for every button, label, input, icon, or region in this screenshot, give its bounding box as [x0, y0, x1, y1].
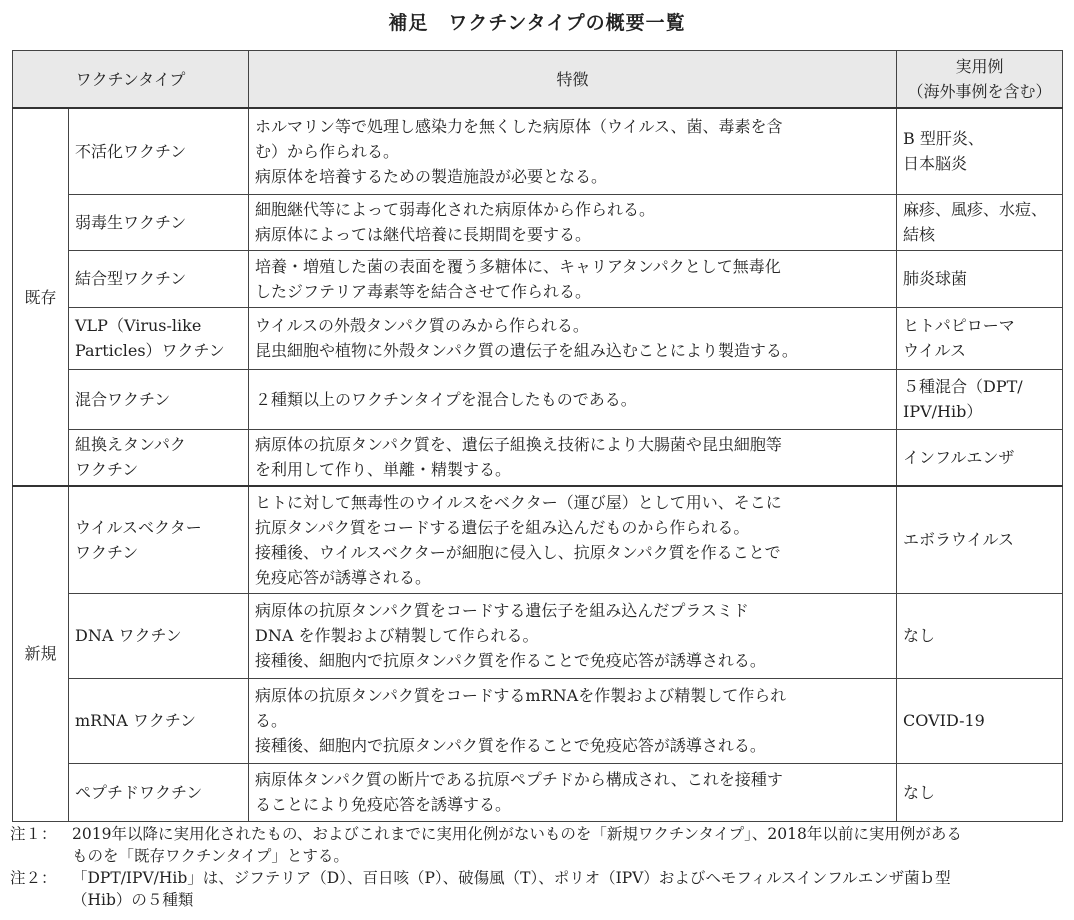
category-existing: 既存 [13, 108, 69, 486]
cell-line: mRNA ワクチン [75, 711, 197, 730]
cell-line: 混合ワクチン [75, 389, 171, 409]
note-text [72, 823, 962, 867]
features-cell [249, 593, 897, 678]
cell-line: ウイルスベクター [75, 517, 202, 537]
examples-cell [897, 194, 1063, 250]
note-text [72, 867, 951, 911]
cell-line: VLP（Virus-like [75, 316, 202, 335]
cell-line: 病原体を培養するための製造施設が必要となる。 [255, 166, 608, 186]
cell-line: ることにより免疫応答を誘導する。 [255, 795, 512, 814]
cell-line: 弱毒生ワクチン [75, 212, 187, 232]
examples-cell [897, 369, 1063, 429]
cell-line: 病原体の抗原タンパク質をコードするmRNAを作製および精製して作られ [255, 686, 787, 705]
features-cell [249, 108, 897, 194]
cell-line: 培養・増殖した菌の表面を覆う多糖体に、キャリアタンパクとして無毒化 [255, 256, 781, 276]
cell-line: なし [903, 782, 936, 802]
features-cell [249, 369, 897, 429]
cell-line: ものを「既存ワクチンタイプ」とする。 [72, 847, 349, 865]
examples-cell [897, 108, 1063, 194]
cell-line: 病原体の抗原タンパク質をコードする遺伝子を組み込んだプラスミド [255, 601, 749, 620]
cell-line: を利用して作り、単離・精製する。 [255, 460, 512, 480]
table-row [13, 593, 1063, 678]
category-new: 新規 [13, 486, 69, 821]
features-cell [249, 429, 897, 486]
cell-line: 不活化ワクチン [75, 141, 187, 161]
header-examples [897, 51, 1063, 109]
header-features: 特徴 [249, 51, 897, 109]
table-row [13, 429, 1063, 486]
note-label: 注２： [10, 869, 57, 887]
cell-line: 「DPT/IPV/Hib」は、ジフテリア（D）、百日咳（P）、破傷風（T）、ポリオ（IPV）およびヘモフィルスインフルエンザ菌ｂ型 [72, 869, 951, 887]
cell-line: 麻疹、風疹、水痘、 [903, 200, 1048, 219]
header-examples-line: （海外事例を含む） [907, 82, 1052, 101]
cell-line: IPV/Hib） [903, 402, 983, 421]
cell-line: 細胞継代等によって弱毒化された病原体から作られる。 [255, 200, 656, 219]
cell-line: 結核 [903, 225, 936, 244]
table-row [13, 307, 1063, 369]
cell-line: ホルマリン等で処理し感染力を無くした病原体（ウイルス、菌、毒素を含 [255, 116, 783, 136]
header-row [13, 51, 1063, 109]
note [10, 823, 1070, 867]
cell-line: 2019年以降に実用化されたもの、およびこれまでに実用化例がないものを「新規ワクチンタイプ」、2018年以前に実用例がある [72, 825, 962, 843]
vaccine-name-cell [69, 486, 249, 593]
cell-line: ５種混合（DPT/ [903, 377, 1023, 396]
vaccine-name-cell [69, 307, 249, 369]
table-row [13, 369, 1063, 429]
table-row [13, 108, 1063, 194]
cell-line: Particles）ワクチン [75, 341, 225, 360]
header-examples-line: 実用例 [955, 57, 1004, 76]
cell-line: DNA を作製および精製して作られる。 [255, 626, 539, 645]
header-vaccine-type: ワクチンタイプ [13, 51, 249, 109]
cell-line: 接種後、ウイルスベクターが細胞に侵入し、抗原タンパク質を作ることで [255, 542, 781, 562]
cell-line: 肺炎球菌 [903, 269, 968, 288]
cell-line: ２種類以上のワクチンタイプを混合したものである。 [255, 389, 637, 409]
vaccine-name-cell [69, 429, 249, 486]
table-row [13, 763, 1063, 821]
cell-line: したジフテリア毒素等を結合させて作られる。 [255, 281, 592, 301]
features-cell [249, 678, 897, 763]
examples-cell [897, 250, 1063, 307]
examples-cell [897, 763, 1063, 821]
cell-line: ウイルスの外殻タンパク質のみから作られる。 [255, 316, 589, 335]
vaccine-name-cell [69, 194, 249, 250]
table-row [13, 678, 1063, 763]
vaccine-name-cell [69, 593, 249, 678]
vaccine-name-cell [69, 763, 249, 821]
cell-line: 日本脳炎 [903, 154, 968, 174]
cell-line: 昆虫細胞や植物に外殻タンパク質の遺伝子を組み込むことにより製造する。 [255, 341, 798, 360]
features-cell [249, 763, 897, 821]
cell-line: ペプチドワクチン [75, 782, 203, 802]
cell-line: （Hib）の５種類 [72, 891, 194, 909]
cell-line: DNA ワクチン [75, 626, 182, 645]
cell-line: ヒトに対して無毒性のウイルスをベクター（運び屋）として用い、そこに [255, 492, 782, 512]
document-title: 補足 ワクチンタイプの概要一覧 [388, 12, 686, 34]
vaccine-type-table [12, 50, 1063, 822]
examples-cell [897, 307, 1063, 369]
vaccine-name-cell [69, 108, 249, 194]
cell-line: ワクチン [75, 460, 139, 480]
cell-line: ウイルス [903, 341, 967, 360]
features-cell [249, 486, 897, 593]
cell-line: ワクチン [75, 542, 139, 562]
features-cell [249, 250, 897, 307]
features-cell [249, 194, 897, 250]
examples-cell [897, 429, 1063, 486]
cell-line: ヒトパピローマ [903, 316, 1015, 335]
cell-line: 病原体によっては継代培養に長期間を要する。 [255, 225, 592, 244]
cell-line: 病原体タンパク質の断片である抗原ペプチドから構成され、これを接種す [255, 770, 783, 789]
examples-cell [897, 593, 1063, 678]
cell-line: B 型肝炎、 [903, 129, 984, 149]
notes [10, 823, 1070, 911]
vaccine-name-cell [69, 369, 249, 429]
vaccine-name-cell [69, 678, 249, 763]
cell-line: 抗原タンパク質をコードする遺伝子を組み込んだものから作られる。 [255, 517, 750, 537]
note [10, 867, 1070, 911]
cell-line: インフルエンザ [903, 447, 1015, 467]
cell-line: なし [903, 626, 936, 645]
table-row [13, 250, 1063, 307]
cell-line: 病原体の抗原タンパク質を、遺伝子組換え技術により大腸菌や昆虫細胞等 [255, 435, 782, 455]
cell-line: 組換えタンパク [75, 435, 186, 455]
cell-line: エボラウイルス [903, 530, 1015, 550]
note-label: 注１： [10, 825, 57, 843]
table-row [13, 194, 1063, 250]
cell-line: 接種後、細胞内で抗原タンパク質を作ることで免疫応答が誘導される。 [255, 651, 766, 670]
vaccine-name-cell [69, 250, 249, 307]
cell-line: 結合型ワクチン [75, 269, 187, 288]
features-cell [249, 307, 897, 369]
cell-line: 免疫応答が誘導される。 [255, 567, 432, 587]
cell-line: む）から作られる。 [255, 141, 400, 161]
cell-line: COVID-19 [903, 711, 985, 730]
cell-line: る。 [255, 711, 288, 730]
table-row [13, 486, 1063, 593]
examples-cell [897, 486, 1063, 593]
cell-line: 接種後、細胞内で抗原タンパク質を作ることで免疫応答が誘導される。 [255, 736, 766, 755]
examples-cell [897, 678, 1063, 763]
